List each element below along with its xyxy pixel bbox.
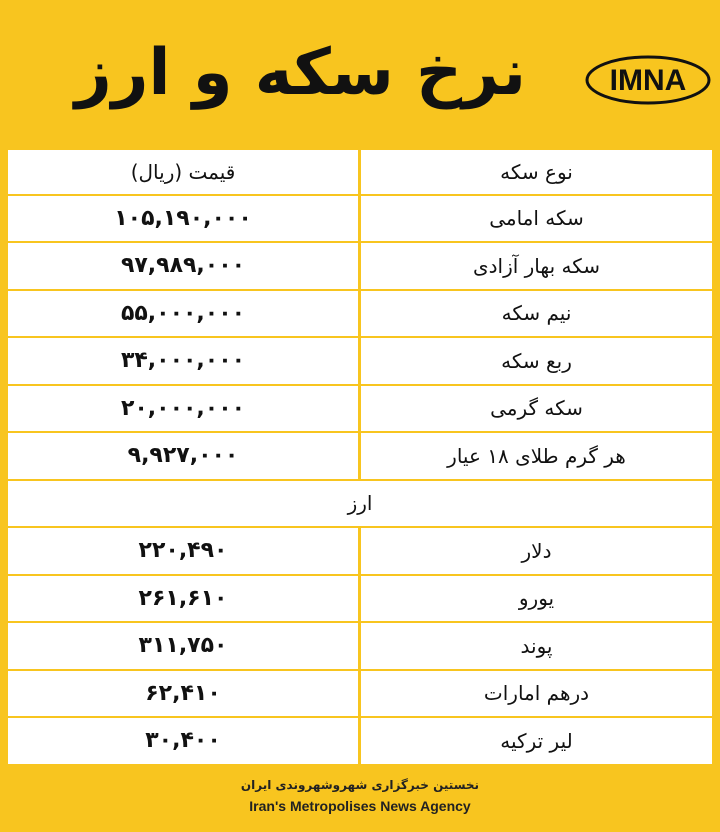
item-name: نیم سکه (501, 301, 572, 326)
item-name: سکه گرمی (490, 396, 583, 421)
currency-section-row (8, 481, 712, 529)
table-row (8, 243, 712, 291)
table-row (8, 528, 712, 576)
footer (0, 770, 720, 832)
table-row (8, 196, 712, 244)
column-divider (358, 718, 361, 764)
column-divider (358, 196, 361, 242)
item-price: ۳۰,۴۰۰ (145, 728, 221, 754)
item-price: ۲۶۱,۶۱۰ (138, 585, 228, 611)
item-price: ۱۰۵,۱۹۰,۰۰۰ (114, 205, 252, 231)
item-price: ۶۲,۴۱۰ (145, 680, 221, 706)
page-title: نرخ سکه و ارز (74, 36, 526, 110)
footer-english-tagline: Iran's Metropolises News Agency (249, 798, 471, 814)
item-name: سکه بهار آزادی (472, 253, 601, 278)
item-name: پوند (520, 633, 553, 658)
item-price: ۹۷,۹۸۹,۰۰۰ (120, 253, 246, 279)
item-price: ۲۰,۰۰۰,۰۰۰ (120, 395, 246, 421)
table-row (8, 338, 712, 386)
table-row (8, 576, 712, 624)
table-row (8, 623, 712, 671)
footer-persian-tagline: نخستین خبرگزاری شهروشهروندی ایران (240, 778, 480, 792)
item-price: ۹,۹۲۷,۰۰۰ (127, 443, 239, 469)
price-table (8, 146, 712, 766)
logo-text: IMNA (609, 64, 687, 97)
item-name: ربع سکه (501, 348, 572, 373)
column-divider (358, 576, 361, 622)
column-header-price: قیمت (ریال) (130, 159, 236, 184)
table-row (8, 671, 712, 719)
column-divider (358, 291, 361, 337)
item-price: ۲۲۰,۴۹۰ (138, 538, 228, 564)
item-price: ۵۵,۰۰۰,۰۰۰ (120, 300, 246, 326)
item-price: ۳۴,۰۰۰,۰۰۰ (120, 348, 246, 374)
currency-section-label: ارز (347, 491, 373, 516)
column-divider (358, 243, 361, 289)
table-header-row (8, 148, 712, 196)
column-header-coin-type: نوع سکه (500, 159, 573, 184)
item-name: هر گرم طلای ۱۸ عیار (447, 443, 626, 468)
header (8, 8, 712, 144)
item-name: درهم امارات (483, 681, 590, 706)
table-row (8, 718, 712, 766)
column-divider (358, 150, 361, 194)
table-row (8, 433, 712, 481)
table-row (8, 386, 712, 434)
item-name: دلار (521, 538, 552, 563)
item-price: ۳۱۱,۷۵۰ (138, 633, 228, 659)
item-name: لیر ترکیه (500, 728, 573, 753)
column-divider (358, 386, 361, 432)
column-divider (358, 623, 361, 669)
column-divider (358, 338, 361, 384)
imna-logo (584, 54, 712, 106)
column-divider (358, 528, 361, 574)
table-row (8, 291, 712, 339)
item-name: سکه امامی (489, 206, 584, 231)
item-name: یورو (518, 586, 555, 611)
column-divider (358, 433, 361, 479)
column-divider (358, 671, 361, 717)
